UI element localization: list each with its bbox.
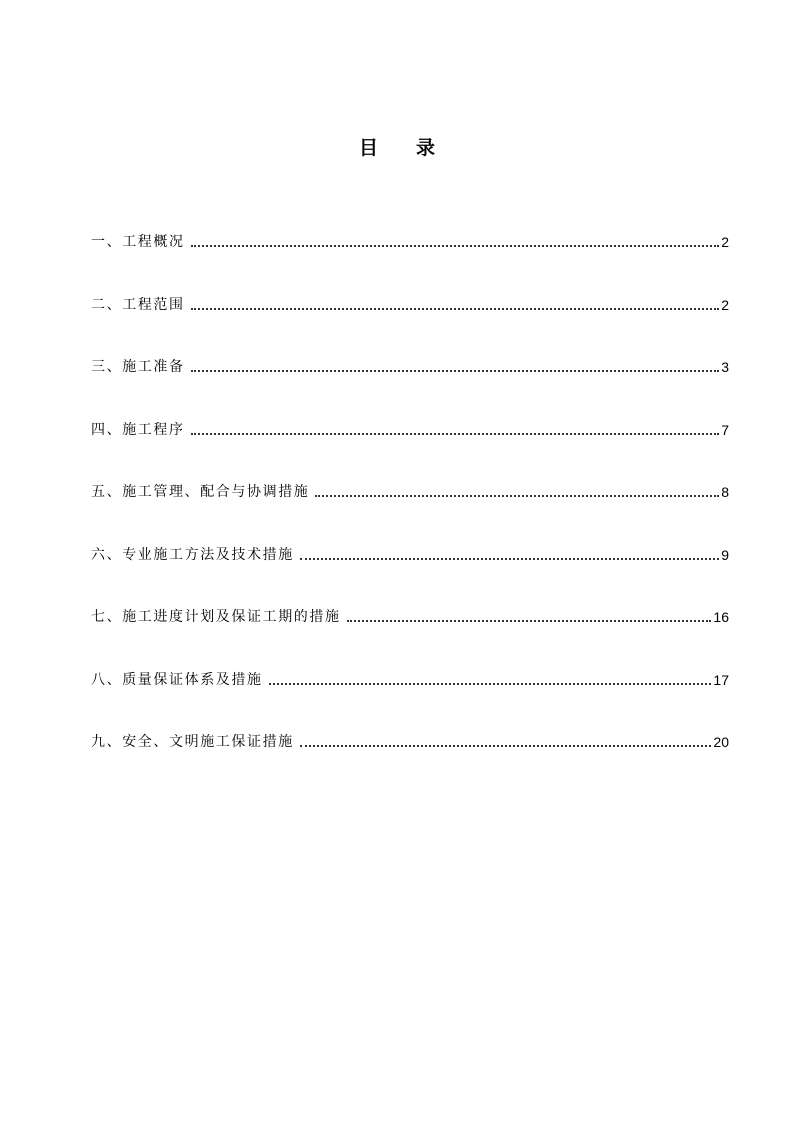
- toc-title-char: 目: [358, 137, 378, 159]
- toc-entry-page: 7: [721, 421, 729, 438]
- toc-entry-5[interactable]: [91, 482, 729, 502]
- toc-entry-title: 质量保证体系及措施: [122, 671, 263, 688]
- toc-dot-leader: [191, 245, 720, 247]
- toc-dot-leader: [300, 745, 712, 747]
- toc-entry-number: 四、: [91, 421, 123, 438]
- toc-title: [0, 136, 794, 160]
- toc-entry-title: 工程概况: [122, 234, 185, 250]
- toc-entry-page: 20: [713, 734, 729, 750]
- toc-entry-title: 施工准备: [122, 359, 185, 375]
- toc-entry-4[interactable]: [91, 420, 729, 440]
- toc-entry-number: 六、: [91, 546, 123, 563]
- toc-dot-leader: [300, 558, 719, 560]
- toc-entry-page: 3: [721, 359, 729, 375]
- toc-entry-7[interactable]: [91, 607, 729, 627]
- toc-entry-title: 专业施工方法及技术措施: [122, 546, 294, 563]
- toc-dot-leader: [347, 620, 712, 622]
- toc-entry-page: 2: [721, 234, 729, 250]
- toc-entry-number: 二、: [91, 296, 123, 313]
- toc-entry-title: 施工程序: [122, 421, 185, 438]
- toc-entry-title: 安全、文明施工保证措施: [122, 734, 294, 750]
- toc-entry-number: 一、: [91, 234, 123, 250]
- toc-entry-number: 八、: [91, 671, 123, 688]
- toc-entry-number: 三、: [91, 359, 123, 375]
- toc-dot-leader: [191, 370, 720, 372]
- toc-entry-title: 工程范围: [122, 296, 185, 313]
- toc-entry-page: 8: [721, 484, 729, 500]
- toc-entry-title: 施工进度计划及保证工期的措施: [122, 609, 341, 625]
- toc-entry-9[interactable]: [91, 732, 729, 752]
- toc-entry-2[interactable]: [91, 295, 729, 315]
- toc-list: [91, 232, 729, 752]
- toc-entry-number: 七、: [91, 609, 123, 625]
- toc-entry-3[interactable]: [91, 357, 729, 377]
- toc-entry-page: 2: [721, 296, 729, 313]
- toc-entry-page: 17: [713, 671, 729, 688]
- toc-entry-number: 九、: [91, 734, 123, 750]
- toc-entry-page: 9: [721, 546, 729, 563]
- toc-dot-leader: [191, 433, 720, 435]
- toc-title-char: 录: [416, 137, 436, 159]
- toc-dot-leader: [191, 308, 720, 310]
- toc-entry-number: 五、: [91, 484, 123, 500]
- toc-dot-leader: [315, 495, 719, 497]
- toc-dot-leader: [269, 683, 712, 685]
- toc-entry-1[interactable]: [91, 232, 729, 252]
- toc-entry-6[interactable]: [91, 545, 729, 565]
- toc-entry-8[interactable]: [91, 670, 729, 690]
- toc-entry-title: 施工管理、配合与协调措施: [122, 484, 310, 500]
- toc-entry-page: 16: [713, 609, 729, 625]
